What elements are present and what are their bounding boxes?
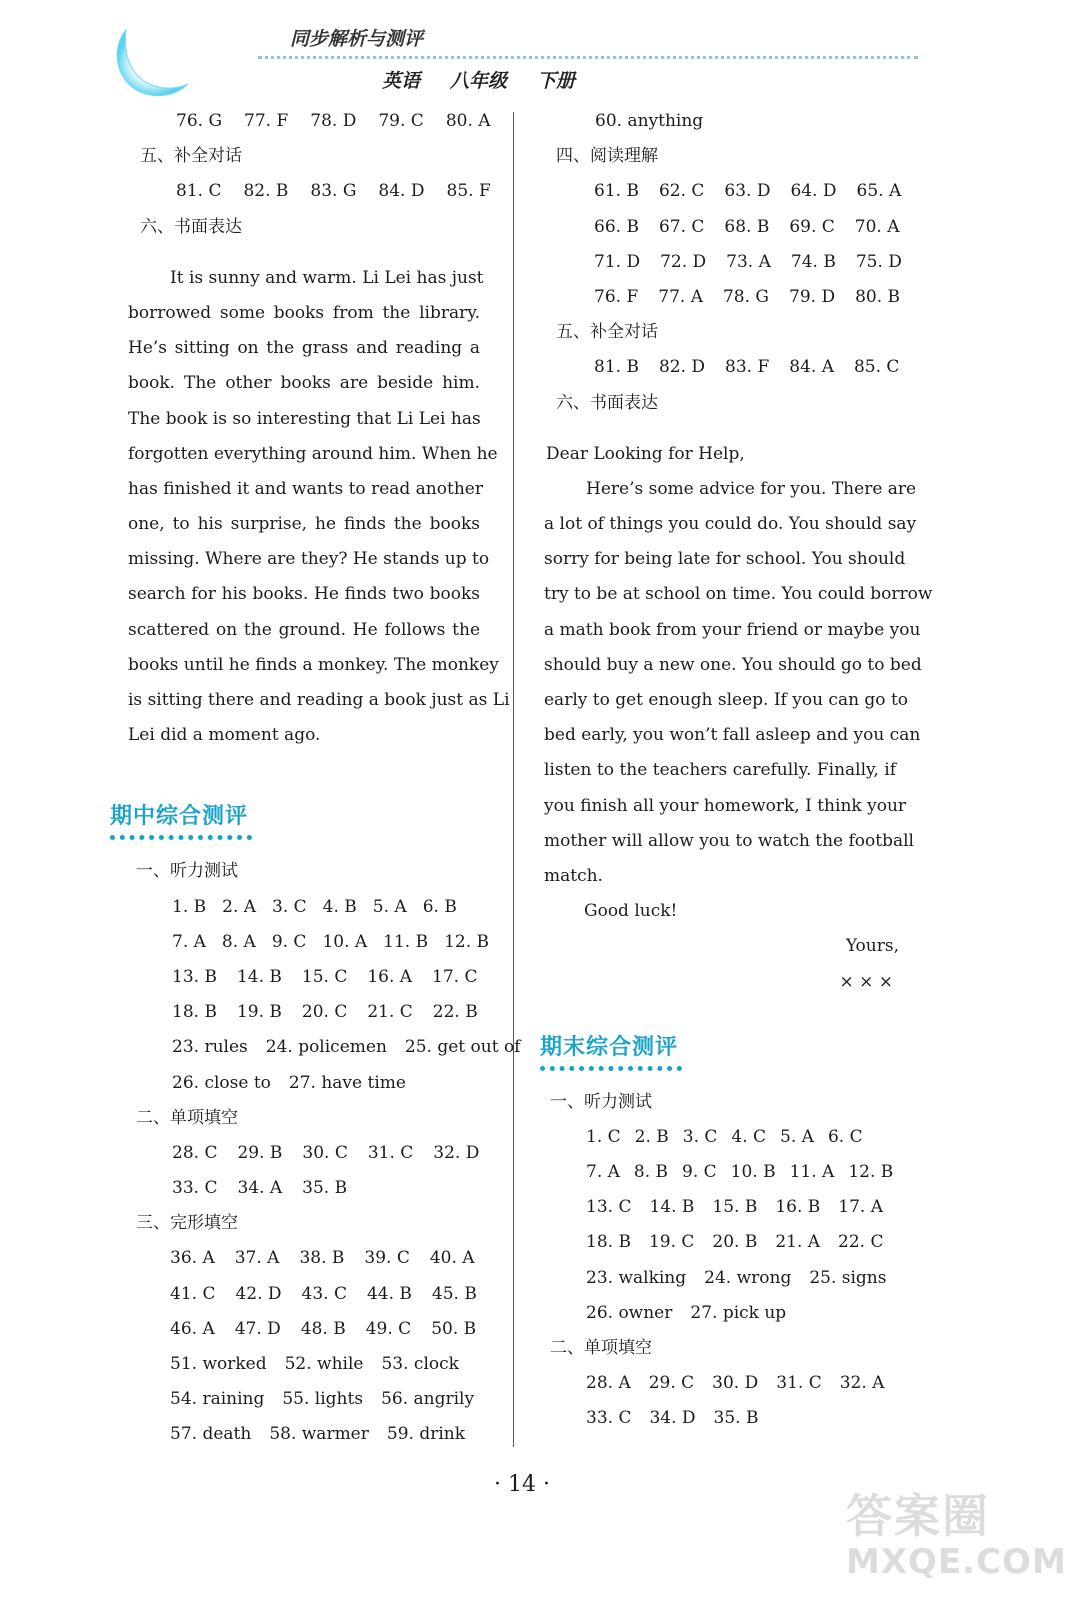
answer-item: 2. A bbox=[222, 896, 257, 917]
answer-item: 37. A bbox=[234, 1248, 280, 1269]
book-title: 同步解析与测评 bbox=[290, 28, 424, 50]
answer-item: 79. C bbox=[378, 111, 424, 131]
volume-label: 下册 bbox=[537, 70, 576, 92]
answer-item: 2. B bbox=[634, 1126, 669, 1147]
answer-item: 76. G bbox=[176, 111, 223, 131]
text-line: forgotten everything around him. When he bbox=[128, 443, 498, 464]
answer-item: 24. policemen bbox=[265, 1037, 387, 1058]
answer-item: 25. get out of bbox=[404, 1037, 521, 1058]
answer-row bbox=[540, 1225, 905, 1260]
answer-item: 78. G bbox=[722, 286, 769, 307]
answer-row bbox=[110, 1277, 490, 1312]
text-line: you finish all your homework, I think your bbox=[544, 795, 907, 816]
answer-item: 41. C bbox=[170, 1283, 216, 1304]
answer-item: 35. B bbox=[713, 1408, 759, 1429]
answer-item: 32. D bbox=[433, 1142, 480, 1163]
answer-row bbox=[110, 1417, 490, 1452]
text-line: is sitting there and reading a book just as Li bbox=[128, 690, 510, 710]
answer-item: 20. B bbox=[712, 1232, 758, 1253]
answer-item: 33. C bbox=[586, 1408, 632, 1429]
answer-item: 18. B bbox=[586, 1232, 631, 1253]
text-line: books until he finds a monkey. The monkey bbox=[128, 654, 499, 675]
answer-item: 79. D bbox=[789, 286, 836, 307]
answer-row bbox=[110, 995, 490, 1030]
answer-item: 71. D bbox=[594, 251, 641, 272]
letter-body bbox=[540, 472, 933, 894]
answer-item: 47. D bbox=[234, 1318, 281, 1339]
answer-item: 6. C bbox=[827, 1126, 863, 1147]
answer-item: 6. B bbox=[422, 896, 457, 917]
column-divider bbox=[513, 112, 514, 1447]
answer-item: 44. B bbox=[366, 1283, 412, 1304]
final-heading: 期末综合测评 bbox=[540, 1034, 679, 1060]
answer-item: 52. while bbox=[284, 1354, 364, 1374]
answer-row bbox=[110, 1241, 490, 1276]
answer-item: 5. A bbox=[780, 1126, 814, 1147]
answer-item: 35. B bbox=[302, 1178, 348, 1199]
answer-item: 66. B bbox=[594, 216, 639, 237]
answer-row bbox=[110, 890, 490, 925]
answer-item: 19. C bbox=[648, 1232, 695, 1253]
answer-row bbox=[110, 925, 490, 960]
answer-item: 4. C bbox=[731, 1126, 767, 1147]
answer-item: 27. have time bbox=[288, 1072, 406, 1093]
text-line: has finished it and wants to read another bbox=[128, 478, 483, 499]
header-subtitle bbox=[382, 66, 605, 93]
watermark-bottom-text: MXQE.COM bbox=[846, 1542, 1067, 1582]
answer-item: 28. C bbox=[172, 1142, 218, 1163]
answer-item: 50. B bbox=[431, 1318, 477, 1339]
answer-item: 12. B bbox=[444, 931, 490, 952]
answer-item: 32. A bbox=[839, 1373, 885, 1394]
answer-item: 80. A bbox=[445, 111, 491, 131]
answer-item: 29. C bbox=[648, 1373, 695, 1394]
answer-line: 60. anything bbox=[595, 111, 704, 131]
answer-item: 3. C bbox=[272, 896, 307, 917]
answer-item: 68. B bbox=[724, 216, 770, 237]
text-line: The book is so interesting that Li Lei has bbox=[128, 408, 481, 429]
answer-item: 54. raining bbox=[170, 1389, 265, 1410]
text-line: should buy a new one. You should go to bed bbox=[544, 654, 922, 675]
answer-item: 83. G bbox=[310, 181, 357, 202]
midterm-heading-block bbox=[110, 803, 490, 840]
answer-item: 45. B bbox=[431, 1283, 477, 1304]
text-line: Here’s some advice for you. There are bbox=[586, 478, 917, 499]
left-column bbox=[110, 104, 521, 1453]
answer-item: 17. C bbox=[432, 966, 478, 987]
answer-item: 46. A bbox=[170, 1318, 215, 1339]
text-line: listen to the teachers carefully. Finally, if bbox=[544, 760, 896, 781]
text-line: mother will allow you to watch the football bbox=[544, 830, 914, 851]
section-heading: 五、补全对话 bbox=[556, 322, 658, 343]
answer-row bbox=[110, 1382, 490, 1417]
letter-yours: Yours, bbox=[845, 936, 899, 957]
answer-item: 30. C bbox=[302, 1142, 348, 1163]
answer-item: 29. B bbox=[237, 1142, 283, 1163]
answer-item: 72. D bbox=[660, 251, 707, 272]
answer-item: 51. worked bbox=[170, 1354, 267, 1374]
answer-item: 10. A bbox=[322, 931, 368, 952]
answer-item: 49. C bbox=[365, 1318, 412, 1339]
answer-item: 73. A bbox=[726, 251, 771, 272]
answer-item: 84. A bbox=[789, 357, 834, 378]
header-dotted-rule bbox=[258, 56, 918, 59]
letter-signature: × × × bbox=[839, 971, 893, 992]
watermark-top-text: 答案圈 bbox=[846, 1489, 990, 1543]
answer-item: 64. D bbox=[790, 181, 837, 202]
answer-item: 11. B bbox=[383, 931, 429, 952]
final-heading-block bbox=[540, 1034, 905, 1071]
answer-item: 38. B bbox=[299, 1248, 345, 1269]
heading-dots bbox=[540, 1066, 682, 1071]
answer-item: 26. owner bbox=[586, 1302, 673, 1323]
answer-item: 69. C bbox=[789, 216, 835, 237]
answer-item: 74. B bbox=[790, 251, 836, 272]
answer-item: 7. A bbox=[172, 931, 206, 952]
heading-dots bbox=[110, 835, 252, 840]
answer-item: 84. D bbox=[378, 181, 425, 202]
answer-row bbox=[110, 1312, 490, 1347]
answer-item: 31. C bbox=[367, 1142, 414, 1163]
text-line: early to get enough sleep. If you can go to bbox=[544, 690, 909, 710]
answer-item: 80. B bbox=[855, 286, 901, 307]
answer-row bbox=[110, 1136, 490, 1171]
answer-item: 34. D bbox=[649, 1408, 696, 1429]
answer-item: 55. lights bbox=[282, 1389, 364, 1410]
answer-item: 81. C bbox=[176, 181, 222, 202]
answer-item: 82. D bbox=[658, 357, 706, 378]
answer-row bbox=[540, 1190, 905, 1225]
answer-item: 26. close to bbox=[172, 1072, 271, 1093]
answer-item: 83. F bbox=[725, 357, 770, 378]
answer-item: 76. F bbox=[594, 286, 639, 307]
answer-row bbox=[110, 104, 490, 139]
answer-item: 58. warmer bbox=[269, 1424, 369, 1445]
answer-item: 61. B bbox=[594, 181, 639, 202]
answer-item: 13. B bbox=[172, 966, 217, 987]
answer-item: 67. C bbox=[658, 216, 705, 237]
letter-greeting: Dear Looking for Help, bbox=[546, 443, 745, 464]
answer-item: 85. F bbox=[446, 181, 491, 202]
site-watermark-logo bbox=[846, 1480, 1067, 1590]
answer-item: 48. B bbox=[300, 1318, 346, 1339]
answer-item: 5. A bbox=[372, 896, 407, 917]
text-line: book. The other books are beside him. bbox=[128, 373, 480, 394]
answer-item: 22. C bbox=[838, 1232, 884, 1253]
text-line: sorry for being late for school. You should bbox=[544, 549, 906, 570]
answer-item: 39. C bbox=[364, 1248, 410, 1269]
text-line: a math book from your friend or maybe you bbox=[544, 619, 921, 640]
section-heading: 五、补全对话 bbox=[140, 146, 242, 167]
answer-row bbox=[540, 1261, 905, 1296]
answer-item: 78. D bbox=[310, 111, 357, 131]
answer-item: 23. walking bbox=[586, 1267, 687, 1288]
answer-item: 31. C bbox=[776, 1373, 822, 1394]
answer-item: 14. B bbox=[236, 966, 282, 987]
answer-item: 59. drink bbox=[386, 1424, 466, 1445]
text-line: a lot of things you could do. You should say bbox=[544, 514, 917, 535]
text-line: borrowed some books from the library. bbox=[128, 302, 480, 323]
answer-item: 43. C bbox=[301, 1283, 347, 1304]
answer-item: 25. signs bbox=[809, 1267, 887, 1288]
section-heading: 一、听力测试 bbox=[136, 861, 238, 882]
answer-item: 19. B bbox=[236, 1002, 282, 1023]
answer-item: 1. C bbox=[586, 1126, 621, 1147]
section-heading: 一、听力测试 bbox=[550, 1091, 652, 1112]
answer-row bbox=[110, 174, 490, 209]
text-line: Lei did a moment ago. bbox=[128, 725, 321, 746]
answer-item: 7. A bbox=[586, 1162, 620, 1183]
answer-row bbox=[540, 245, 905, 280]
answer-row bbox=[540, 174, 905, 209]
answer-item: 27. pick up bbox=[690, 1302, 787, 1323]
answer-item: 40. A bbox=[429, 1248, 475, 1269]
answer-item: 11. A bbox=[789, 1162, 835, 1183]
answer-item: 16. B bbox=[775, 1197, 821, 1218]
answer-item: 63. D bbox=[724, 181, 771, 202]
answer-item: 10. B bbox=[730, 1162, 776, 1183]
answer-item: 8. A bbox=[221, 931, 256, 952]
answer-item: 82. B bbox=[243, 181, 289, 202]
text-line: one, to his surprise, he finds the books bbox=[128, 514, 480, 535]
subject-label: 英语 bbox=[382, 70, 421, 92]
answer-row bbox=[110, 1030, 521, 1065]
answer-item: 3. C bbox=[682, 1126, 718, 1147]
answer-item: 4. B bbox=[322, 896, 357, 917]
answer-item: 15. C bbox=[301, 966, 348, 987]
section-heading: 六、书面表达 bbox=[140, 216, 242, 237]
text-line: bed early, you won’t fall asleep and you can bbox=[544, 725, 921, 746]
answer-item: 28. A bbox=[586, 1373, 631, 1394]
answer-row bbox=[540, 1401, 905, 1436]
essay bbox=[110, 261, 510, 754]
answer-item: 13. C bbox=[586, 1197, 632, 1218]
answer-item: 15. B bbox=[712, 1197, 758, 1218]
letter-closing: Good luck! bbox=[584, 901, 678, 922]
section-heading: 四、阅读理解 bbox=[556, 146, 658, 167]
text-line: missing. Where are they? He stands up to bbox=[128, 549, 490, 570]
answer-item: 9. C bbox=[682, 1162, 717, 1183]
answer-row bbox=[540, 280, 905, 315]
text-line: It is sunny and warm. Li Lei has just bbox=[170, 267, 484, 288]
text-line: search for his books. He finds two books bbox=[128, 584, 480, 605]
section-heading: 六、书面表达 bbox=[556, 392, 658, 413]
answer-row bbox=[540, 1366, 905, 1401]
answer-item: 62. C bbox=[658, 181, 705, 202]
answer-row bbox=[540, 350, 905, 385]
answer-row bbox=[110, 1171, 490, 1206]
answer-item: 77. F bbox=[244, 111, 289, 131]
answer-item: 30. D bbox=[712, 1373, 759, 1394]
answer-item: 70. A bbox=[854, 216, 900, 237]
answer-item: 12. B bbox=[848, 1162, 894, 1183]
answer-item: 17. A bbox=[838, 1197, 883, 1218]
grade-label: 八年级 bbox=[450, 70, 508, 92]
answer-item: 22. B bbox=[432, 1002, 478, 1023]
text-line: try to be at school on time. You could borrow bbox=[544, 584, 933, 605]
answer-row bbox=[110, 1347, 490, 1382]
answer-item: 81. B bbox=[594, 357, 639, 378]
answer-item: 14. B bbox=[649, 1197, 695, 1218]
answer-item: 85. C bbox=[853, 357, 900, 378]
answer-item: 65. A bbox=[856, 181, 902, 202]
midterm-heading: 期中综合测评 bbox=[110, 804, 249, 830]
right-column bbox=[540, 104, 933, 1437]
answer-item: 33. C bbox=[172, 1178, 218, 1199]
answer-item: 77. A bbox=[658, 286, 703, 307]
section-heading: 二、单项填空 bbox=[136, 1107, 238, 1128]
answer-item: 34. A bbox=[237, 1178, 283, 1199]
answer-item: 53. clock bbox=[381, 1354, 459, 1374]
section-heading: 三、完形填空 bbox=[136, 1213, 238, 1234]
answer-item: 1. B bbox=[172, 896, 207, 917]
answer-item: 20. C bbox=[301, 1002, 348, 1023]
answer-item: 36. A bbox=[170, 1248, 215, 1269]
section-heading: 二、单项填空 bbox=[550, 1338, 652, 1358]
text-line: He’s sitting on the grass and reading a bbox=[128, 338, 480, 359]
answer-item: 75. D bbox=[855, 251, 902, 272]
answer-row bbox=[110, 1066, 490, 1101]
answer-item: 23. rules bbox=[172, 1037, 248, 1058]
answer-item: 18. B bbox=[172, 1002, 217, 1023]
answer-row bbox=[540, 1155, 905, 1190]
header-moon-swoosh bbox=[108, 24, 192, 102]
answer-row bbox=[540, 1120, 905, 1155]
answer-item: 21. A bbox=[775, 1232, 821, 1253]
answer-item: 16. A bbox=[367, 966, 413, 987]
answer-item: 42. D bbox=[235, 1283, 282, 1304]
page-number: · 14 · bbox=[494, 1472, 550, 1497]
text-line: scattered on the ground. He follows the bbox=[128, 619, 480, 640]
text-line: match. bbox=[544, 865, 603, 886]
answer-row bbox=[110, 960, 490, 995]
answer-item: 56. angrily bbox=[381, 1389, 475, 1410]
answer-item: 21. C bbox=[367, 1002, 413, 1023]
answer-item: 8. B bbox=[633, 1162, 669, 1183]
answer-item: 57. death bbox=[170, 1424, 252, 1445]
answer-row bbox=[540, 1296, 905, 1331]
answer-row bbox=[540, 210, 905, 245]
answer-item: 24. wrong bbox=[704, 1267, 792, 1288]
answer-item: 9. C bbox=[271, 931, 307, 952]
